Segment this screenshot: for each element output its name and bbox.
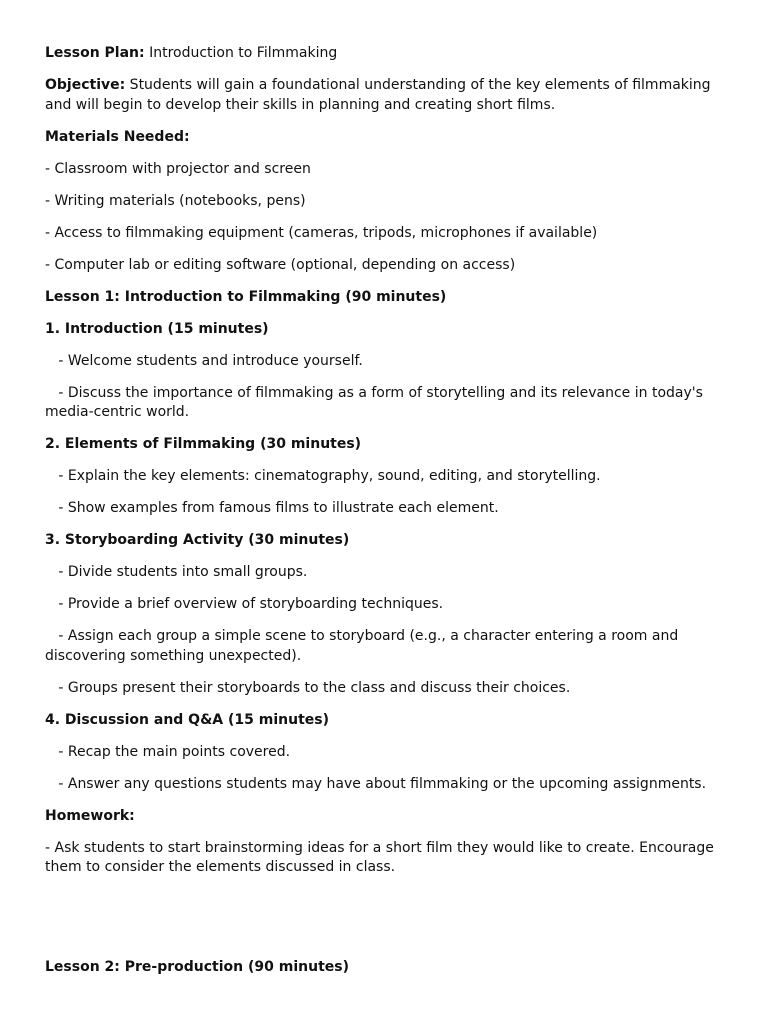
section-item: - Explain the key elements: cinematography, sound, editing, and storytelling. xyxy=(58,468,601,484)
title-text: Introduction to Filmmaking xyxy=(144,45,338,61)
objective-label: Objective: xyxy=(45,77,126,93)
objective xyxy=(45,76,721,115)
section-item: - Provide a brief overview of storyboarding techniques. xyxy=(58,596,444,612)
materials-item: - Computer lab or editing software (optional, depending on access) xyxy=(45,256,516,273)
section-heading: 4. Discussion and Q&A (15 minutes) xyxy=(45,711,329,728)
section-item: - Answer any questions students may have about filmmaking or the upcoming assignments. xyxy=(58,775,707,792)
lesson-plan-title xyxy=(45,44,721,64)
section-item: - Recap the main points covered. xyxy=(58,743,291,760)
materials-item: - Writing materials (notebooks, pens) xyxy=(45,192,306,209)
section-heading: 2. Elements of Filmmaking (30 minutes) xyxy=(45,436,362,452)
document-page xyxy=(45,44,721,990)
homework-text: - Ask students to start brainstorming ideas for a short film they would like to create. Encourage them to consider the elements discussed in class. xyxy=(45,839,714,875)
section-item: - Show examples from famous films to illustrate each element. xyxy=(58,500,499,516)
lesson1-heading: Lesson 1: Introduction to Filmmaking (90 minutes) xyxy=(45,288,447,305)
section-item: - Discuss the importance of filmmaking as a form of storytelling and its relevance in today's media-centric world. xyxy=(45,384,703,420)
section-heading: 1. Introduction (15 minutes) xyxy=(45,320,269,337)
spacer xyxy=(45,890,721,958)
section-heading: 3. Storyboarding Activity (30 minutes) xyxy=(45,532,350,548)
section-item: - Welcome students and introduce yourself. xyxy=(58,352,363,369)
materials-heading: Materials Needed: xyxy=(45,128,190,145)
section-item: - Assign each group a simple scene to storyboard (e.g., a character entering a room and discovering something unexpected). xyxy=(45,628,679,664)
section-item: - Groups present their storyboards to the class and discuss their choices. xyxy=(58,679,571,696)
materials-item: - Access to filmmaking equipment (cameras, tripods, microphones if available) xyxy=(45,224,598,241)
materials-item: - Classroom with projector and screen xyxy=(45,160,311,177)
lesson2-heading: Lesson 2: Pre-production (90 minutes) xyxy=(45,959,350,975)
objective-text: Students will gain a foundational understanding of the key elements of filmmaking and will begin to develop their skills in planning and creating short films. xyxy=(45,77,711,113)
section-item: - Divide students into small groups. xyxy=(58,564,308,580)
title-label: Lesson Plan: xyxy=(45,45,145,61)
homework-heading: Homework: xyxy=(45,807,135,824)
